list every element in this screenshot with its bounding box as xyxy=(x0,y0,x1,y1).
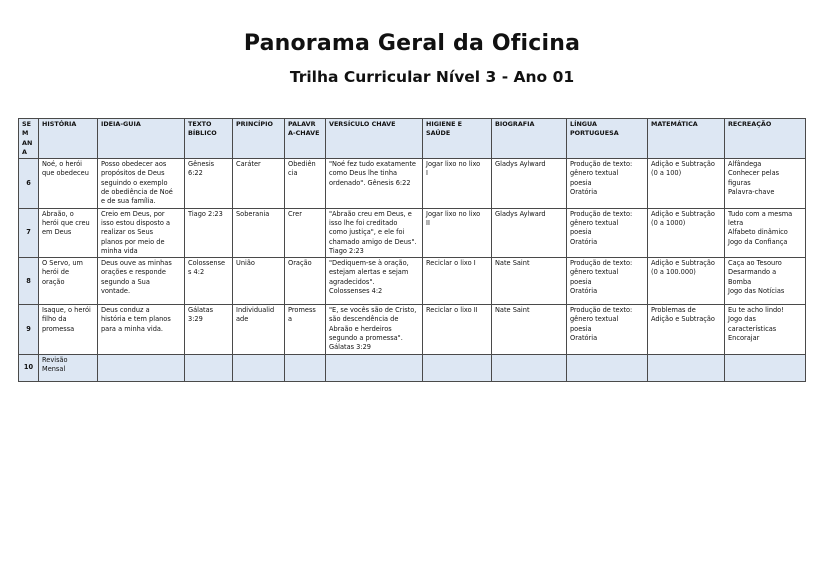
header-versiculo: VERSÍCULO CHAVE xyxy=(326,119,423,159)
cell-historia: Noé, o herói que obedeceu xyxy=(39,159,98,208)
table-row xyxy=(19,354,806,381)
cell-principio: Soberania xyxy=(233,208,285,257)
table-row xyxy=(19,208,806,257)
header-higiene: HIGIENE E SAÚDE xyxy=(423,119,492,159)
cell-recreacao: Alfândega Conhecer pelas figuras Palavra-chave xyxy=(725,159,806,208)
cell-texto-biblico: Gálatas 3:29 xyxy=(185,305,233,354)
cell-semana: 6 xyxy=(19,159,39,208)
cell-lingua: Produção de texto: gênero textual poesia Oratória xyxy=(567,208,648,257)
cell-palavra-chave: Promess a xyxy=(285,305,326,354)
header-matematica: MATEMÁTICA xyxy=(648,119,725,159)
cell-matematica: Problemas de Adição e Subtração xyxy=(648,305,725,354)
cell-recreacao: Tudo com a mesma letra Alfabeto dinâmico Jogo da Confiança xyxy=(725,208,806,257)
cell-empty xyxy=(326,354,423,381)
cell-principio: Individualid ade xyxy=(233,305,285,354)
cell-historia: Isaque, o herói filho da promessa xyxy=(39,305,98,354)
page-title: Panorama Geral da Oficina xyxy=(243,31,581,56)
cell-higiene: Reciclar o lixo II xyxy=(423,305,492,354)
cell-semana: 10 xyxy=(19,354,39,381)
cell-empty xyxy=(233,354,285,381)
cell-empty xyxy=(492,354,567,381)
cell-texto-biblico: Tiago 2:23 xyxy=(185,208,233,257)
cell-texto-biblico: Gênesis 6:22 xyxy=(185,159,233,208)
cell-empty xyxy=(423,354,492,381)
header-recreacao: RECREAÇÃO xyxy=(725,119,806,159)
cell-palavra-chave: Oração xyxy=(285,258,326,305)
cell-palavra-chave: Obediên cia xyxy=(285,159,326,208)
header-historia: HISTÓRIA xyxy=(39,119,98,159)
page-subtitle: Trilha Curricular Nível 3 - Ano 01 xyxy=(289,68,575,86)
cell-versiculo: "E, se vocês são de Cristo, são descendência de Abraão e herdeiros segundo a promessa". Gálatas 3:29 xyxy=(326,305,423,354)
cell-historia: Revisão Mensal xyxy=(39,354,98,381)
cell-empty xyxy=(98,354,185,381)
table-header-row xyxy=(19,119,806,159)
cell-matematica: Adição e Subtração (0 a 1000) xyxy=(648,208,725,257)
cell-ideia-guia: Creio em Deus, por isso estou disposto a realizar os Seus planos por meio de minha vida xyxy=(98,208,185,257)
cell-historia: O Servo, um herói de oração xyxy=(39,258,98,305)
cell-matematica: Adição e Subtração (0 a 100.000) xyxy=(648,258,725,305)
header-palavra-chave: PALAVR A-CHAVE xyxy=(285,119,326,159)
cell-biografia: Nate Saint xyxy=(492,305,567,354)
cell-texto-biblico: Colossense s 4:2 xyxy=(185,258,233,305)
table-row xyxy=(19,258,806,305)
cell-versiculo: "Noé fez tudo exatamente como Deus lhe tinha ordenado". Gênesis 6:22 xyxy=(326,159,423,208)
cell-empty xyxy=(567,354,648,381)
cell-lingua: Produção de texto: gênero textual poesia Oratória xyxy=(567,159,648,208)
table-row xyxy=(19,305,806,354)
cell-higiene: Jogar lixo no lixo I xyxy=(423,159,492,208)
cell-lingua: Produção de texto: gênero textual poesia Oratória xyxy=(567,305,648,354)
header-texto-biblico: TEXTO BÍBLICO xyxy=(185,119,233,159)
cell-semana: 7 xyxy=(19,208,39,257)
cell-biografia: Gladys Aylward xyxy=(492,208,567,257)
cell-semana: 9 xyxy=(19,305,39,354)
cell-biografia: Gladys Aylward xyxy=(492,159,567,208)
header-semana: SEM ANA xyxy=(19,119,39,159)
cell-higiene: Jogar lixo no lixo II xyxy=(423,208,492,257)
cell-higiene: Reciclar o lixo I xyxy=(423,258,492,305)
table-row xyxy=(19,159,806,208)
cell-biografia: Nate Saint xyxy=(492,258,567,305)
cell-empty xyxy=(648,354,725,381)
cell-empty xyxy=(185,354,233,381)
header-principio: PRINCÍPIO xyxy=(233,119,285,159)
cell-principio: União xyxy=(233,258,285,305)
cell-principio: Caráter xyxy=(233,159,285,208)
cell-empty xyxy=(725,354,806,381)
cell-semana: 8 xyxy=(19,258,39,305)
cell-recreacao: Caça ao Tesouro Desarmando a Bomba Jogo das Notícias xyxy=(725,258,806,305)
cell-lingua: Produção de texto: gênero textual poesia Oratória xyxy=(567,258,648,305)
cell-recreacao: Eu te acho lindo! Jogo das características Encorajar xyxy=(725,305,806,354)
curriculum-table xyxy=(18,118,806,382)
header-lingua: LÍNGUA PORTUGUESA xyxy=(567,119,648,159)
cell-historia: Abraão, o herói que creu em Deus xyxy=(39,208,98,257)
cell-versiculo: "Abraão creu em Deus, e isso lhe foi creditado como justiça", e ele foi chamado amigo de Deus". Tiago 2:23 xyxy=(326,208,423,257)
header-ideia-guia: IDEIA-GUIA xyxy=(98,119,185,159)
cell-ideia-guia: Deus ouve as minhas orações e responde segundo a Sua vontade. xyxy=(98,258,185,305)
cell-palavra-chave: Crer xyxy=(285,208,326,257)
cell-empty xyxy=(285,354,326,381)
cell-matematica: Adição e Subtração (0 a 100) xyxy=(648,159,725,208)
cell-versiculo: "Dediquem-se à oração, estejam alertas e sejam agradecidos". Colossenses 4:2 xyxy=(326,258,423,305)
cell-ideia-guia: Posso obedecer aos propósitos de Deus seguindo o exemplo de obediência de Noé e de sua família. xyxy=(98,159,185,208)
header-biografia: BIOGRAFIA xyxy=(492,119,567,159)
cell-ideia-guia: Deus conduz a história e tem planos para a minha vida. xyxy=(98,305,185,354)
